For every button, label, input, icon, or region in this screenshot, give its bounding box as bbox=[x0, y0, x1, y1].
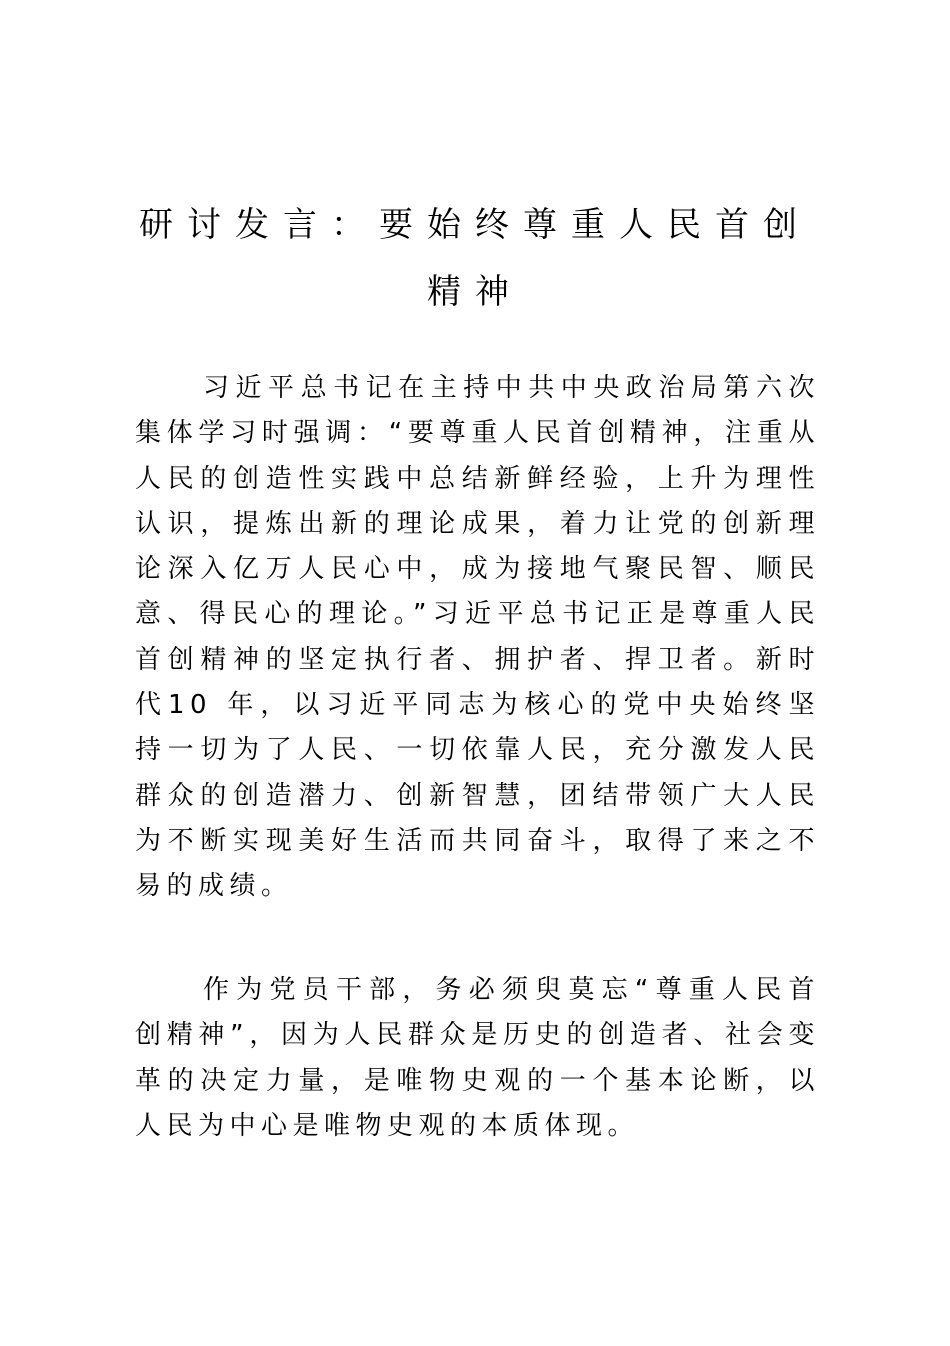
paragraph-2: 作为党员干部，务必须臾莫忘“尊重人民首创精神”，因为人民群众是历史的创造者、社会变革的决定力量，是唯物史观的一个基本论断，以人民为中心是唯物史观的本质体现。 bbox=[135, 975, 820, 1141]
document-title: 研讨发言：要始终尊重人民首创精神 bbox=[139, 205, 811, 312]
paragraph-1: 习近平总书记在主持中共中央政治局第六次集体学习时强调：“要尊重人民首创精神，注重从人民的创造性实践中总结新鲜经验，上升为理性认识，提炼出新的理论成果，着力让党的创新理论深入亿万人民心中，成为接地气聚民智、顺民意、得民心的理论。”习近平总书记正是尊重人民首创精神的坚定执行者、拥护者、捍卫者。新时代10 年，以习近平同志为核心的党中央始终坚持一切为了人民、一切依靠人民，充分激发人民群众的创造潜力、创新智慧，团结带领广大人民为不断实现美好生活而共同奋斗，取得了来之不易的成绩。 bbox=[135, 373, 820, 902]
